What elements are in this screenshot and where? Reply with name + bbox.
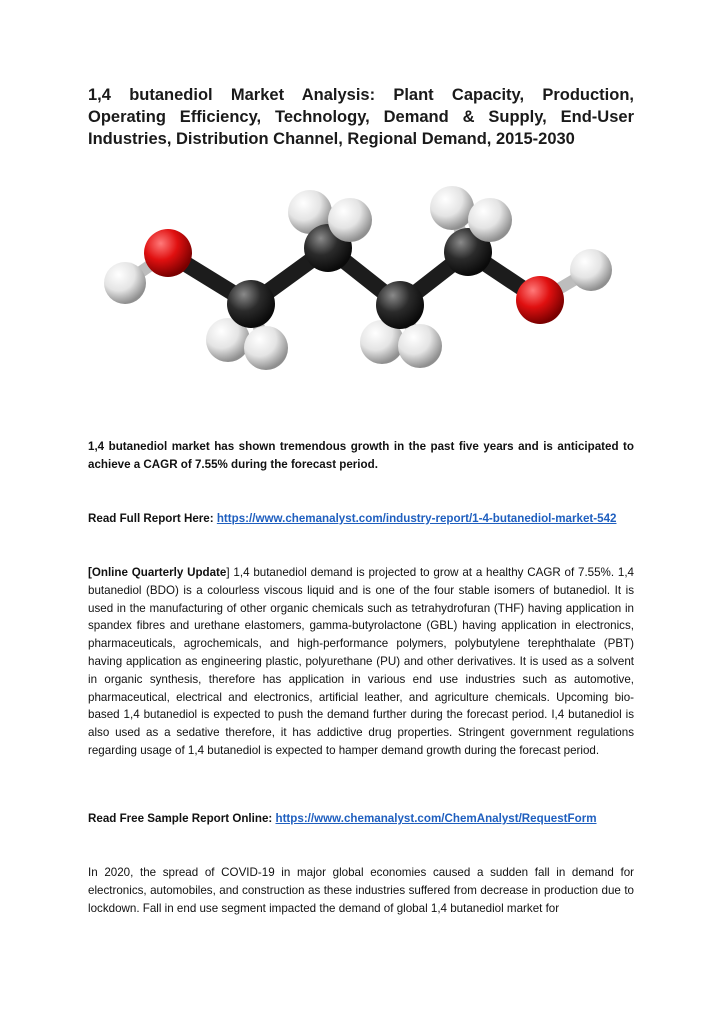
update-tag: [Online Quarterly Update — [88, 566, 227, 579]
read-full-report-line — [88, 510, 648, 528]
update-paragraph — [88, 564, 634, 760]
read-full-report-label: Read Full Report Here: — [88, 512, 217, 525]
update-tag-close: ] — [226, 566, 230, 579]
read-sample-report-label: Read Free Sample Report Online: — [88, 812, 276, 825]
full-report-link[interactable]: https://www.chemanalyst.com/industry-report/1-4-butanediol-market-542 — [216, 512, 617, 525]
covid-paragraph: In 2020, the spread of COVID-19 in major global economies caused a sudden fall in demand for electronics, automobiles, and construction as these industries suffered from decrease in production due to lockdown. Fall in end use segment impacted the demand of global 1,4 butanediol market for — [88, 866, 634, 915]
summary-paragraph: 1,4 butanediol market has shown tremendous growth in the past five years and is anticipated to achieve a CAGR of 7.55% during the forecast period. — [88, 440, 634, 471]
sample-report-link[interactable]: https://www.chemanalyst.com/ChemAnalyst/RequestForm — [275, 812, 597, 825]
molecule-figure — [88, 178, 634, 378]
update-body: 1,4 butanediol demand is projected to grow at a healthy CAGR of 7.55%. 1,4 butanediol (BDO) is a colourless viscous liquid and is one of the four stable isomers of butanediol. It is used in the manufacturing of other organic chemicals such as tetrahydrofuran (THF) having application in spandex fibres and urethane elastomers, gamma-butyrolactone (GBL) having application in electronics, pharmaceuticals, agrochemicals, and high-performance polymers, polybutylene terephthalate (PBT) having application as engineering plastic, polyurethane (PU) and other derivatives. It is used as a solvent in organic synthesis, therefore has application in various end use industries such as automotive, pharmaceutical, electrical and electronics, artificial leather, and agriculture chemicals. Upcoming bio-based 1,4 butanediol is expected to push the demand further during the forecast period. I,4 butanediol is also used as a sedative therefore, it has addictive drug properties. Stringent government regulations regarding usage of 1,4 butanediol is expected to hamper demand growth during the forecast period. — [88, 566, 634, 757]
page-title: 1,4 butanediol Market Analysis: Plant Capacity, Production, Operating Efficiency, Technology, Demand & Supply, End-User Industries, Distribution Channel, Regional Demand, 2015-2030 — [88, 86, 634, 148]
butanediol-molecule-icon — [88, 178, 634, 378]
read-sample-report-line — [88, 810, 648, 828]
